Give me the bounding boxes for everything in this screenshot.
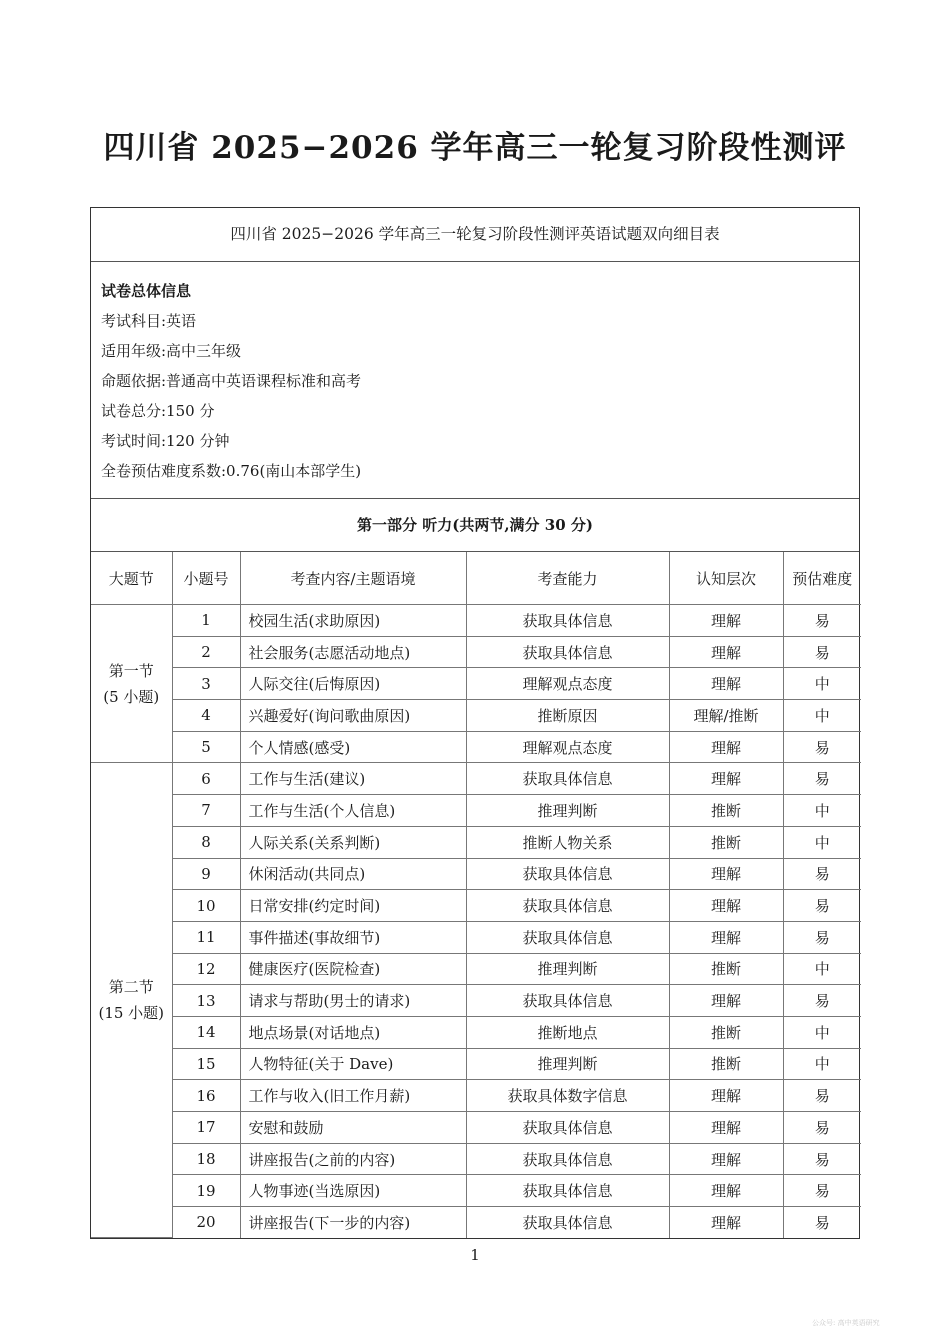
cognitive-level-cell: 推断 <box>669 795 783 827</box>
cognitive-level-cell: 理解 <box>669 1080 783 1112</box>
content-cell: 讲座报告(下一步的内容) <box>240 1207 466 1238</box>
cognitive-level-cell: 理解 <box>669 605 783 637</box>
content-cell: 社会服务(志愿活动地点) <box>240 636 466 668</box>
table-row <box>91 1207 861 1238</box>
table-row <box>91 1048 861 1080</box>
ability-cell: 推理判断 <box>466 953 669 985</box>
ability-cell: 推理判断 <box>466 1048 669 1080</box>
cognitive-level-cell: 推断 <box>669 1016 783 1048</box>
cognitive-level-cell: 理解 <box>669 1207 783 1238</box>
question-number-cell: 10 <box>172 890 240 922</box>
cognitive-level-cell: 推断 <box>669 826 783 858</box>
question-number-cell: 20 <box>172 1207 240 1238</box>
table-row <box>91 985 861 1017</box>
ability-cell: 获取具体信息 <box>466 890 669 922</box>
content-cell: 人际交往(后悔原因) <box>240 668 466 700</box>
cognitive-level-cell: 理解 <box>669 858 783 890</box>
ability-cell: 获取具体信息 <box>466 636 669 668</box>
cognitive-level-cell: 理解 <box>669 921 783 953</box>
content-cell: 休闲活动(共同点) <box>240 858 466 890</box>
section-cell <box>91 605 172 763</box>
cognitive-level-cell: 理解 <box>669 636 783 668</box>
question-number-cell: 5 <box>172 731 240 763</box>
content-cell: 请求与帮助(男士的请求) <box>240 985 466 1017</box>
difficulty-cell: 易 <box>783 731 861 763</box>
table-row <box>91 636 861 668</box>
table-row <box>91 668 861 700</box>
table-row <box>91 1112 861 1144</box>
question-number-cell: 12 <box>172 953 240 985</box>
content-cell: 工作与收入(旧工作月薪) <box>240 1080 466 1112</box>
section-cell <box>91 763 172 1238</box>
content-cell: 兴趣爱好(询问歌曲原因) <box>240 700 466 732</box>
question-number-cell: 14 <box>172 1016 240 1048</box>
section-label: 第二节 <box>108 978 154 997</box>
difficulty-cell: 易 <box>783 605 861 637</box>
content-cell: 人物特征(关于 Dave) <box>240 1048 466 1080</box>
content-cell: 工作与生活(个人信息) <box>240 795 466 827</box>
ability-cell: 获取具体信息 <box>466 985 669 1017</box>
table-row <box>91 890 861 922</box>
ability-cell: 推断人物关系 <box>466 826 669 858</box>
table-row <box>91 731 861 763</box>
header-content: 考查内容/主题语境 <box>240 552 466 605</box>
difficulty-cell: 易 <box>783 858 861 890</box>
ability-cell: 推断地点 <box>466 1016 669 1048</box>
info-basis: 命题依据:普通高中英语课程标准和高考 <box>101 372 362 390</box>
table-row <box>91 795 861 827</box>
content-cell: 地点场景(对话地点) <box>240 1016 466 1048</box>
info-grade: 适用年级:高中三年级 <box>101 342 242 360</box>
question-number-cell: 8 <box>172 826 240 858</box>
exam-info-block <box>91 262 859 499</box>
question-number-cell: 19 <box>172 1175 240 1207</box>
table-row <box>91 1016 861 1048</box>
table-row <box>91 858 861 890</box>
info-difficulty: 全卷预估难度系数:0.76(南山本部学生) <box>101 462 362 480</box>
question-number-cell: 2 <box>172 636 240 668</box>
difficulty-cell: 中 <box>783 700 861 732</box>
content-cell: 事件描述(事故细节) <box>240 921 466 953</box>
ability-cell: 获取具体信息 <box>466 1112 669 1144</box>
page-title: 四川省 2025−2026 学年高三一轮复习阶段性测评 <box>103 130 847 166</box>
cognitive-level-cell: 理解 <box>669 731 783 763</box>
question-number-cell: 17 <box>172 1112 240 1144</box>
difficulty-cell: 中 <box>783 1016 861 1048</box>
difficulty-cell: 易 <box>783 1207 861 1238</box>
cognitive-level-cell: 理解 <box>669 1143 783 1175</box>
question-number-cell: 9 <box>172 858 240 890</box>
ability-cell: 获取具体数字信息 <box>466 1080 669 1112</box>
difficulty-cell: 易 <box>783 1175 861 1207</box>
cognitive-level-cell: 推断 <box>669 953 783 985</box>
cognitive-level-cell: 理解 <box>669 985 783 1017</box>
header-cognitive-level: 认知层次 <box>669 552 783 605</box>
table-row <box>91 605 861 637</box>
info-duration: 考试时间:120 分钟 <box>101 432 230 450</box>
content-cell: 人际关系(关系判断) <box>240 826 466 858</box>
ability-cell: 获取具体信息 <box>466 858 669 890</box>
content-cell: 讲座报告(之前的内容) <box>240 1143 466 1175</box>
question-number-cell: 18 <box>172 1143 240 1175</box>
table-row <box>91 763 861 795</box>
part-one-title: 第一部分 听力(共两节,满分 30 分) <box>91 499 859 552</box>
table-row <box>91 700 861 732</box>
question-number-cell: 4 <box>172 700 240 732</box>
difficulty-cell: 易 <box>783 890 861 922</box>
ability-cell: 推断原因 <box>466 700 669 732</box>
question-number-cell: 16 <box>172 1080 240 1112</box>
section-count: (5 小题) <box>103 687 160 706</box>
question-number-cell: 1 <box>172 605 240 637</box>
cognitive-level-cell: 理解 <box>669 1175 783 1207</box>
content-cell: 健康医疗(医院检查) <box>240 953 466 985</box>
sheet-title: 四川省 2025−2026 学年高三一轮复习阶段性测评英语试题双向细目表 <box>91 208 859 262</box>
difficulty-cell: 易 <box>783 921 861 953</box>
cognitive-level-cell: 理解 <box>669 668 783 700</box>
listening-spec-table <box>91 552 861 1238</box>
content-cell: 安慰和鼓励 <box>240 1112 466 1144</box>
cognitive-level-cell: 理解 <box>669 1112 783 1144</box>
ability-cell: 理解观点态度 <box>466 731 669 763</box>
content-cell: 工作与生活(建议) <box>240 763 466 795</box>
content-cell: 个人情感(感受) <box>240 731 466 763</box>
spec-table-frame <box>90 207 860 1239</box>
cognitive-level-cell: 理解/推断 <box>669 700 783 732</box>
difficulty-cell: 易 <box>783 1143 861 1175</box>
cognitive-level-cell: 理解 <box>669 763 783 795</box>
table-row <box>91 953 861 985</box>
question-number-cell: 13 <box>172 985 240 1017</box>
page-number: 1 <box>470 1246 480 1264</box>
cognitive-level-cell: 推断 <box>669 1048 783 1080</box>
ability-cell: 获取具体信息 <box>466 763 669 795</box>
table-header-row <box>91 552 861 605</box>
info-heading: 试卷总体信息 <box>101 282 192 300</box>
ability-cell: 获取具体信息 <box>466 1143 669 1175</box>
difficulty-cell: 中 <box>783 668 861 700</box>
info-subject: 考试科目:英语 <box>101 312 197 330</box>
difficulty-cell: 易 <box>783 1080 861 1112</box>
watermark: 公众号: 高中英语研究 <box>812 1319 880 1327</box>
difficulty-cell: 易 <box>783 636 861 668</box>
header-question-no: 小题号 <box>172 552 240 605</box>
content-cell: 日常安排(约定时间) <box>240 890 466 922</box>
question-number-cell: 7 <box>172 795 240 827</box>
ability-cell: 获取具体信息 <box>466 1175 669 1207</box>
difficulty-cell: 中 <box>783 1048 861 1080</box>
ability-cell: 获取具体信息 <box>466 1207 669 1238</box>
table-row <box>91 1175 861 1207</box>
table-row <box>91 1080 861 1112</box>
ability-cell: 获取具体信息 <box>466 605 669 637</box>
ability-cell: 推理判断 <box>466 795 669 827</box>
table-row <box>91 921 861 953</box>
question-number-cell: 6 <box>172 763 240 795</box>
cognitive-level-cell: 理解 <box>669 890 783 922</box>
ability-cell: 获取具体信息 <box>466 921 669 953</box>
content-cell: 校园生活(求助原因) <box>240 605 466 637</box>
difficulty-cell: 中 <box>783 826 861 858</box>
table-row <box>91 826 861 858</box>
difficulty-cell: 易 <box>783 763 861 795</box>
info-total-score: 试卷总分:150 分 <box>101 402 215 420</box>
table-row <box>91 1143 861 1175</box>
difficulty-cell: 中 <box>783 953 861 985</box>
ability-cell: 理解观点态度 <box>466 668 669 700</box>
question-number-cell: 15 <box>172 1048 240 1080</box>
header-ability: 考查能力 <box>466 552 669 605</box>
content-cell: 人物事迹(当选原因) <box>240 1175 466 1207</box>
header-section: 大题节 <box>91 552 172 605</box>
difficulty-cell: 易 <box>783 1112 861 1144</box>
section-count: (15 小题) <box>98 1004 165 1023</box>
difficulty-cell: 易 <box>783 985 861 1017</box>
header-difficulty: 预估难度 <box>783 552 861 605</box>
difficulty-cell: 中 <box>783 795 861 827</box>
section-label: 第一节 <box>108 661 154 680</box>
question-number-cell: 11 <box>172 921 240 953</box>
question-number-cell: 3 <box>172 668 240 700</box>
